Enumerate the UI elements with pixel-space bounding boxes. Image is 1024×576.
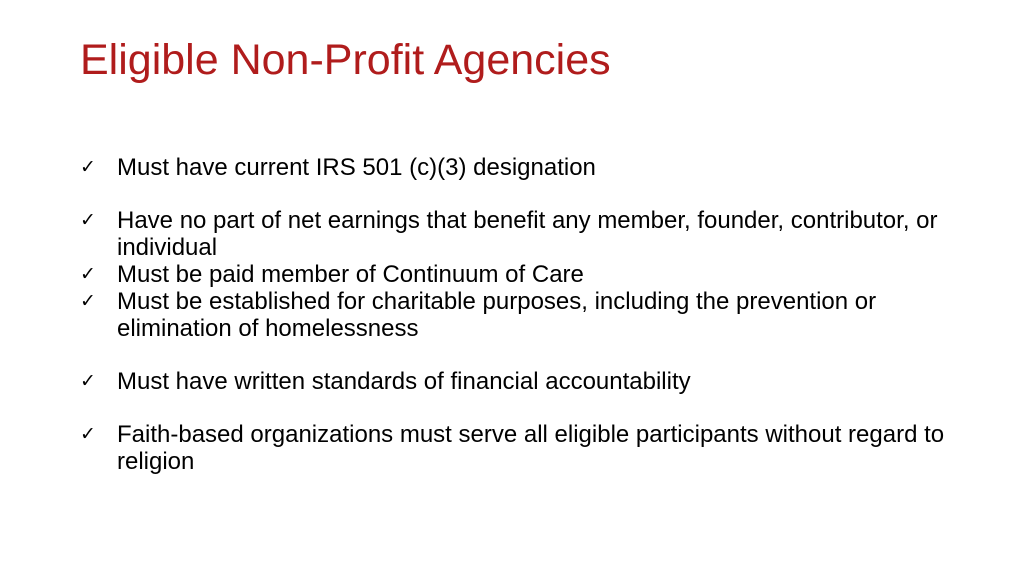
- check-mark-icon: ✓: [80, 209, 96, 231]
- bullet-item: [80, 368, 960, 395]
- bullet-item: [80, 421, 960, 475]
- slide-title: Eligible Non-Profit Agencies: [80, 36, 611, 84]
- bullet-text: Must have written standards of financial accountability: [117, 368, 691, 395]
- bullet-item: [80, 288, 960, 342]
- check-mark-icon: ✓: [80, 423, 96, 445]
- check-mark-icon: ✓: [80, 370, 96, 392]
- check-mark-icon: ✓: [80, 263, 96, 285]
- bullet-list: [80, 154, 960, 475]
- bullet-text: Must be paid member of Continuum of Care: [117, 261, 584, 288]
- bullet-item: [80, 207, 960, 261]
- check-mark-icon: ✓: [80, 156, 96, 178]
- bullet-item: [80, 261, 960, 288]
- bullet-text: Must have current IRS 501 (c)(3) designation: [117, 154, 596, 181]
- bullet-text: Must be established for charitable purposes, including the prevention or elimination of homelessness: [117, 288, 877, 342]
- bullet-item: [80, 154, 960, 181]
- bullet-text: Have no part of net earnings that benefit any member, founder, contributor, or individual: [117, 207, 938, 261]
- bullet-text: Faith-based organizations must serve all eligible participants without regard to religion: [117, 421, 945, 475]
- check-mark-icon: ✓: [80, 290, 96, 312]
